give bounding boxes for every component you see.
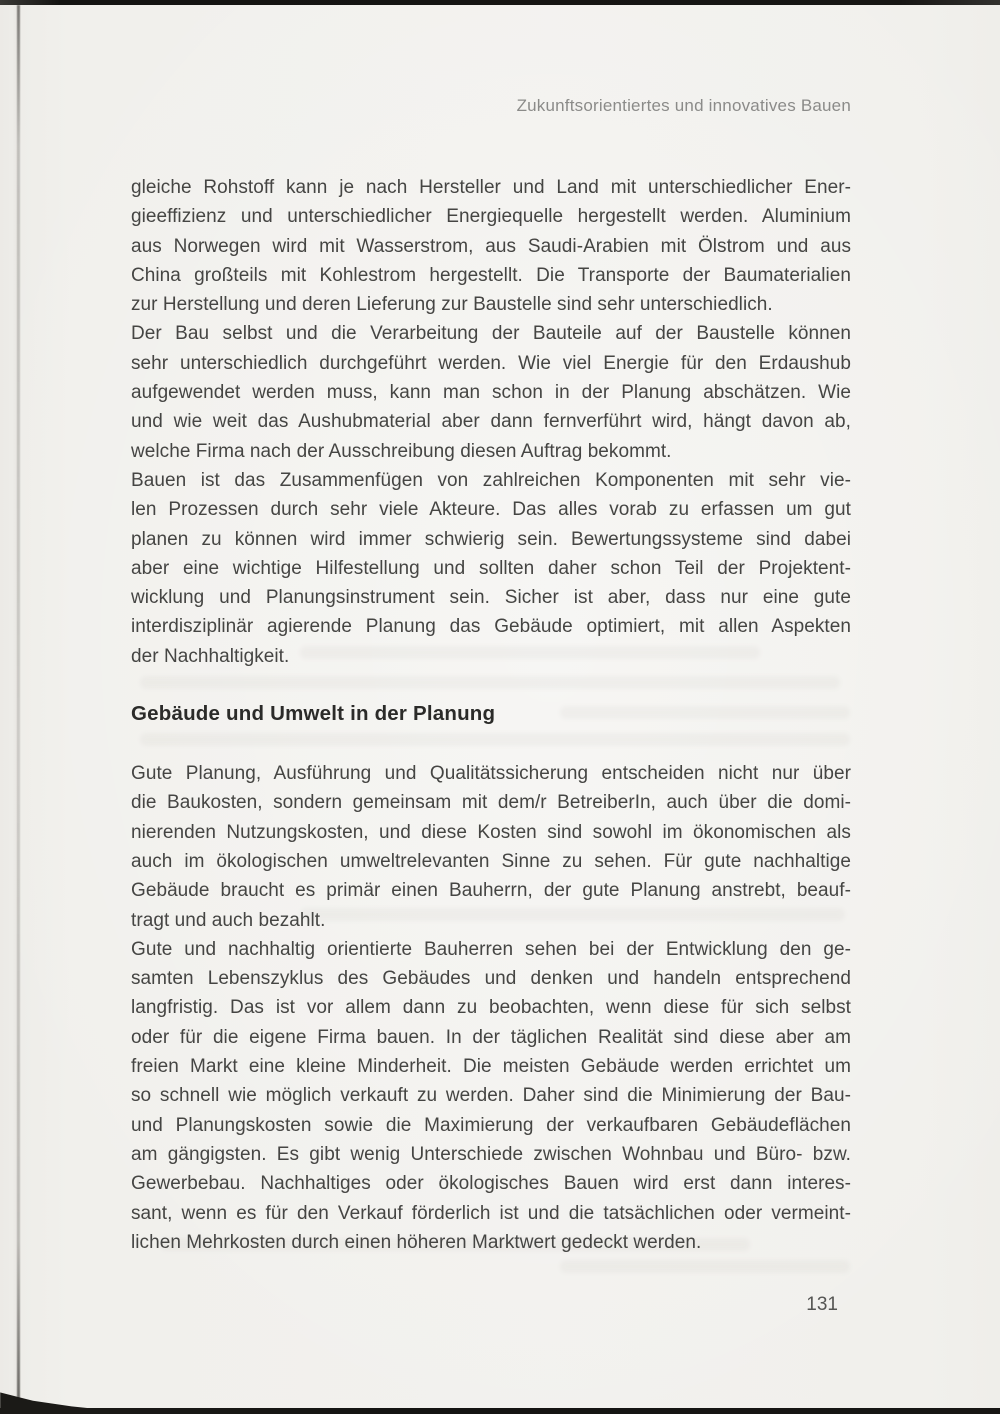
text-line: oder für die eigene Firma bauen. In der täglichen Realität sind diese aber am (131, 1026, 851, 1048)
text-line: aber eine wichtige Hilfestellung und sollten daher schon Teil der Projektent- (131, 557, 851, 579)
page-body (131, 173, 851, 1257)
text-line: gleiche Rohstoff kann je nach Hersteller und Land mit unterschiedlicher Ener- (131, 177, 851, 198)
text-line: welche Firma nach der Ausschreibung diesen Auftrag bekommt. (131, 440, 672, 462)
text-line: Bauen ist das Zusammenfügen von zahlreichen Komponenten mit sehr vie- (131, 469, 851, 491)
text-line: Gute und nachhaltig orientierte Bauherren sehen bei der Entwicklung den ge- (131, 938, 851, 960)
text-line: planen zu können wird immer schwierig sein. Bewertungssysteme sind dabei (131, 528, 851, 550)
text-line: Gute Planung, Ausführung und Qualitätssicherung entscheiden nicht nur über (131, 763, 851, 785)
text-line: Der Bau selbst und die Verarbeitung der Bauteile auf der Baustelle können (131, 323, 851, 345)
text-line: wicklung und Planungsinstrument sein. Sicher ist aber, dass nur eine gute (131, 587, 851, 609)
show-through-artifact (560, 1260, 850, 1273)
text-line: China großteils mit Kohlestrom hergestellt. Die Transporte der Baumaterialien (131, 264, 851, 286)
text-line: und Planungskosten sowie die Maximierung der verkaufbaren Gebäudeflächen (131, 1114, 851, 1136)
text-line: sant, wenn es für den Verkauf förderlich ist und die tatsächlichen oder vermeint- (131, 1202, 851, 1224)
scan-top-edge (0, 0, 1000, 5)
text-line: gieeffizienz und unterschiedlicher Energiequelle hergestellt werden. Aluminium (131, 206, 851, 228)
spine-shadow (0, 5, 18, 1408)
text-line: die Baukosten, sondern gemeinsam mit dem/r BetreiberIn, auch über die domi- (131, 792, 851, 814)
text-line: aufgewendet werden muss, kann man schon in der Planung abschätzen. Wie (131, 382, 851, 404)
text-line: Gewerbebau. Nachhaltiges oder ökologisches Bauen wird erst dann interes- (131, 1173, 851, 1195)
text-line: len Prozessen durch sehr viele Akteure. Das alles vorab zu erfassen um gut (131, 499, 851, 521)
body-paragraphs-before-heading (131, 173, 851, 671)
text-line: sehr unterschiedlich durchgeführt werden. Wie viel Energie für den Erdaushub (131, 352, 851, 374)
text-line: samten Lebenszyklus des Gebäudes und denken und handeln entsprechend (131, 968, 851, 990)
text-line: langfristig. Das ist vor allem dann zu beobachten, wenn diese für sich selbst (131, 997, 851, 1019)
text-line: lichen Mehrkosten durch einen höheren Marktwert gedeckt werden. (131, 1231, 702, 1253)
running-header: Zukunftsorientiertes und innovatives Bauen (516, 96, 851, 115)
text-line: und wie weit das Aushubmaterial aber dann fernverführt wird, hängt davon ab, (131, 411, 851, 433)
page-number: 131 (806, 1294, 838, 1315)
text-line: freien Markt eine kleine Minderheit. Die meisten Gebäude werden errichtet um (131, 1056, 851, 1078)
text-line: tragt und auch bezahlt. (131, 909, 326, 931)
text-line: so schnell wie möglich verkauft zu werden. Daher sind die Minimierung der Bau- (131, 1085, 851, 1107)
text-line: zur Herstellung und deren Lieferung zur Baustelle sind sehr unterschiedlich. (131, 294, 773, 316)
scan-bottom-edge (0, 1408, 1000, 1414)
text-line: auch im ökologischen umweltrelevanten Sinne zu sehen. Für gute nachhaltige (131, 850, 851, 872)
text-line: interdisziplinär agierende Planung das Gebäude optimiert, mit allen Aspekten (131, 616, 851, 638)
text-line: am gängigsten. Es gibt wenig Unterschiede zwischen Wohnbau und Büro- bzw. (131, 1143, 851, 1165)
text-line: der Nachhaltigkeit. (131, 645, 290, 667)
page-crease-line (17, 5, 20, 1408)
text-line: Gebäude braucht es primär einen Bauherrn, der gute Planung anstrebt, beauf- (131, 880, 851, 902)
text-line: nierenden Nutzungskosten, und diese Kosten sind sowohl im ökonomischen als (131, 821, 851, 843)
text-line: aus Norwegen wird mit Wasserstrom, aus Saudi-Arabien mit Ölstrom und aus (131, 235, 851, 257)
body-paragraphs-after-heading (131, 759, 851, 1257)
section-heading: Gebäude und Umwelt in der Planung (131, 702, 496, 726)
